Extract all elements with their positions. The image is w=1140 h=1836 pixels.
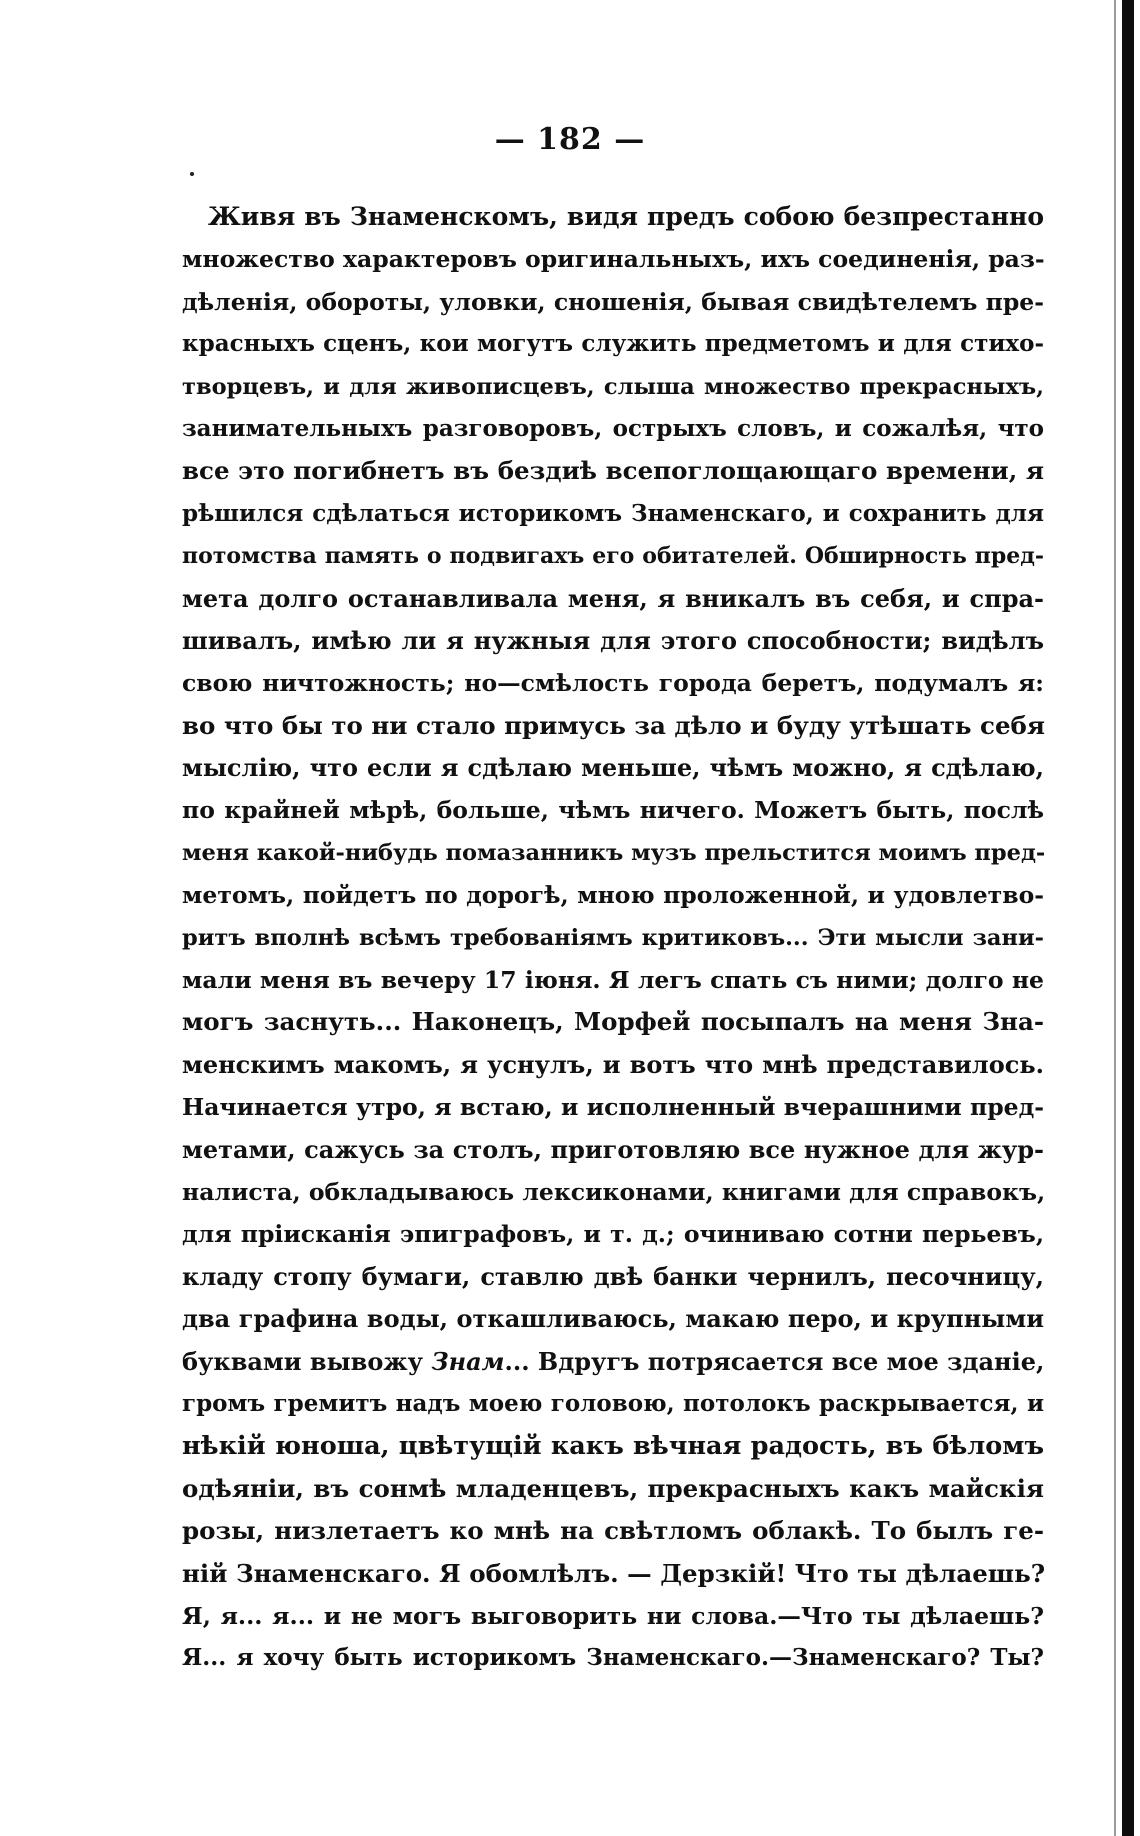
text-line: красныхъ сценъ, кои могутъ служить предметомъ и для стихо- [182, 330, 1044, 358]
text-line [182, 1341, 1044, 1383]
text-line: одѣяніи, въ сонмѣ младенцевъ, прекрасныхъ какъ майскія [182, 1473, 1044, 1503]
text-line: Начинается утро, я встаю, и исполненный вчерашними пред- [182, 1093, 1044, 1122]
text-line: громъ гремитъ надъ моею головою, потолокъ раскрывается, и [182, 1389, 1044, 1417]
text-line: метомъ, пойдетъ по дорогѣ, мною проложенной, и удовлетво- [182, 881, 1044, 910]
text-line: для пріисканія эпиграфовъ, и т. д.; очиниваю сотни перьевъ, [182, 1220, 1044, 1249]
text-line: во что бы то ни стало примусь за дѣло и буду утѣшать себя [182, 710, 1045, 740]
text-line: мета долго останавливала меня, я вникалъ въ себя, и спра- [182, 583, 1044, 613]
ink-speck [190, 172, 194, 176]
text-line: метами, сажусь за столъ, приготовляю все нужное для жур- [182, 1134, 1044, 1164]
text-line: дѣленія, обороты, уловки, сношенія, бывая свидѣтелемъ пре- [182, 287, 1044, 316]
text-line: розы, низлетаетъ ко мнѣ на свѣтломъ облакѣ. То былъ ге- [182, 1516, 1044, 1546]
text-line: два графина воды, откашливаюсь, макаю перо, и крупными [182, 1304, 1044, 1334]
text-line: ній Знаменскаго. Я обомлѣлъ. — Дерзкій! Что ты дѣлаешь? [182, 1558, 1046, 1588]
text-line: мыслію, что если я сдѣлаю меньше, чѣмъ можно, я сдѣлаю, [182, 753, 1044, 783]
text-line: ритъ вполнѣ всѣмъ требованіямъ критиковъ... Эти мысли зани- [182, 924, 1044, 951]
text-line: по крайней мѣрѣ, больше, чѣмъ ничего. Можетъ быть, послѣ [182, 796, 1044, 825]
italic-word: Знам [431, 1346, 505, 1376]
text-line: все это погибнетъ въ бездиѣ всепоглощающаго времени, я [182, 456, 1044, 486]
text-segment: буквами вывожу [182, 1346, 432, 1376]
page-edge-bar [1122, 0, 1134, 1836]
text-line: свою ничтожность; но—смѣлость города беретъ, подумалъ я: [182, 669, 1044, 698]
text-line: множество характеровъ оригинальныхъ, ихъ соединенія, раз- [182, 245, 1045, 274]
page-number: — 182 — [494, 122, 646, 157]
text-line: меня какой-нибудь помазанникъ музъ прельстится моимъ пред- [182, 839, 1046, 866]
text-line: занимательныхъ разговоровъ, острыхъ словъ, и сожалѣя, что [182, 414, 1044, 442]
text-line: Я... я хочу быть историкомъ Знаменскаго.—Знаменскаго? Ты? [182, 1644, 1044, 1672]
text-line: Живя въ Знаменскомъ, видя предъ собою безпрестанно [208, 202, 1044, 231]
text-line: могъ заснуть... Наконецъ, Морфей посыпалъ на меня Зна- [182, 1007, 1044, 1037]
text-line: шивалъ, имѣю ли я нужныя для этого способности; видѣлъ [182, 625, 1044, 655]
page-edge-shadow [1114, 0, 1116, 1836]
text-line: менскимъ макомъ, я уснулъ, и вотъ что мнѣ представилось. [182, 1049, 1044, 1079]
text-line: налиста, обкладываюсь лексиконами, книгами для справокъ, [182, 1177, 1046, 1206]
text-line: Я, я... я... и не могъ выговорить ни слова.—Что ты дѣлаешь? [182, 1601, 1044, 1630]
text-line: потомства память о подвигахъ его обитателей. Обширность пред- [182, 543, 1044, 570]
text-line: мали меня въ вечеру 17 іюня. Я легъ спать съ ними; долго не [182, 966, 1044, 995]
text-line: нѣкій юноша, цвѣтущій какъ вѣчная радость, въ бѣломъ [182, 1431, 1044, 1462]
text-segment: ... Вдругъ потрясается все мое зданіе, [504, 1346, 1045, 1376]
body-text [182, 196, 1044, 1680]
text-line: рѣшился сдѣлаться историкомъ Знаменскаго, и сохранить для [182, 499, 1044, 527]
text-line: творцевъ, и для живописцевъ, слыша множество прекрасныхъ, [182, 373, 1044, 400]
text-line: кладу стопу бумаги, ставлю двѣ банки чернилъ, песочницу, [182, 1261, 1044, 1291]
